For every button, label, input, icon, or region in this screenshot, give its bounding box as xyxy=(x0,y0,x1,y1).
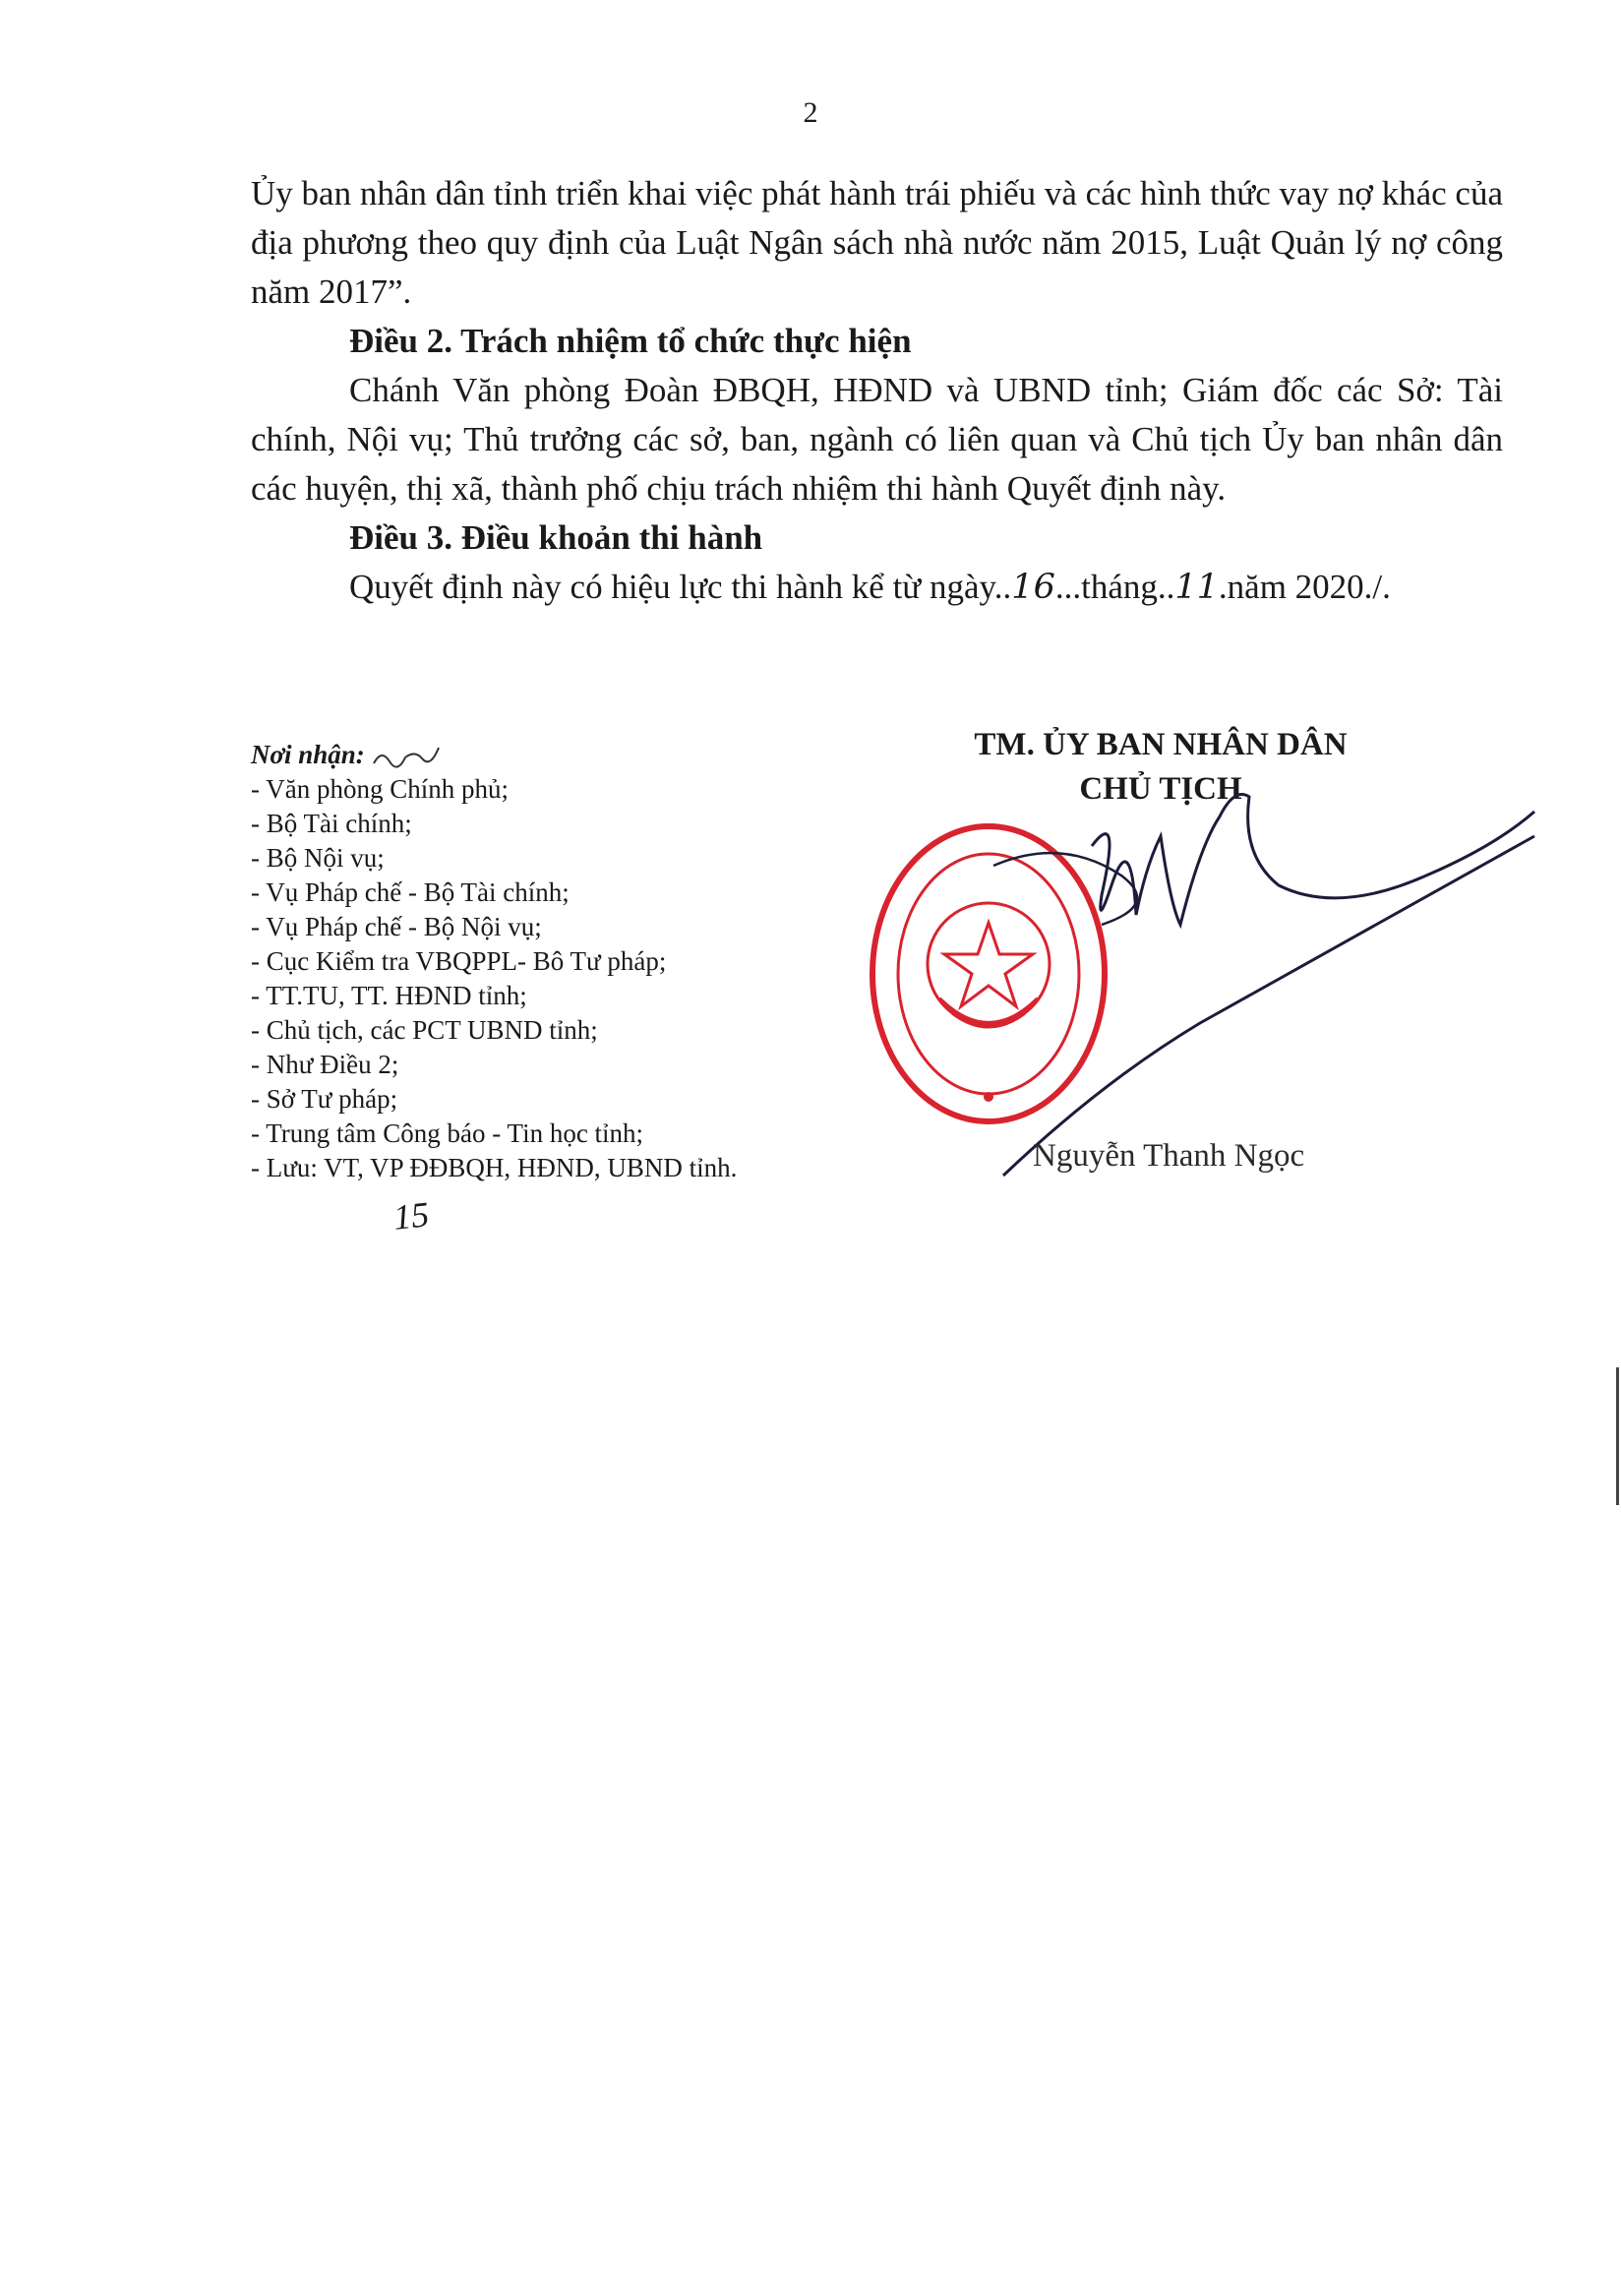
effective-date-prefix: Quyết định này có hiệu lực thi hành kể từ ngày.. xyxy=(349,568,1012,606)
signer-name: Nguyễn Thanh Ngọc xyxy=(1033,1138,1305,1174)
recipients-block xyxy=(251,738,737,1185)
handwritten-count: 15 xyxy=(391,1194,431,1238)
recipient-item: - Trung tâm Công báo - Tin học tỉnh; xyxy=(251,1118,644,1148)
recipient-item: - Vụ Pháp chế - Bộ Tài chính; xyxy=(251,877,570,907)
article-3-text xyxy=(251,563,1503,612)
recipient-item: - Như Điều 2; xyxy=(251,1050,399,1079)
article-2-heading: Điều 2. Trách nhiệm tổ chức thực hiện xyxy=(349,322,912,360)
recipient-list xyxy=(251,772,737,1185)
signer-title: CHỦ TỊCH xyxy=(1079,771,1242,807)
handwritten-signature xyxy=(984,767,1554,1200)
document-body xyxy=(251,169,1503,612)
recipient-item: - Cục Kiểm tra VBQPPL- Bô Tư pháp; xyxy=(251,946,667,976)
recipient-item: - Lưu: VT, VP ĐĐBQH, HĐND, UBND tỉnh. xyxy=(251,1153,738,1182)
recipient-item: - TT.TU, TT. HĐND tỉnh; xyxy=(251,981,527,1010)
article-2-text: Chánh Văn phòng Đoàn ĐBQH, HĐND và UBND tỉnh; Giám đốc các Sở: Tài chính, Nội vụ; Thủ trưởng các sở, ban, ngành có liên quan và Chủ tịch Ủy ban nhân dân các huyện, thị xã, thành phố chịu trách nhiệm thi hành Quyết định này. xyxy=(251,371,1503,508)
intro-paragraph: Ủy ban nhân dân tỉnh triển khai việc phát hành trái phiếu và các hình thức vay nợ khác của địa phương theo quy định của Luật Ngân sách nhà nước năm 2015, Luật Quản lý nợ công năm 2017”. xyxy=(251,174,1503,311)
signer-organization: TM. ỦY BAN NHÂN DÂN xyxy=(974,727,1348,762)
initials-scribble xyxy=(372,744,441,771)
article-3-heading: Điều 3. Điều khoản thi hành xyxy=(349,518,763,557)
page-number: 2 xyxy=(803,96,818,129)
recipient-item: - Sở Tư pháp; xyxy=(251,1084,398,1114)
effective-month-label: ...tháng.. xyxy=(1054,568,1175,606)
recipient-item: - Văn phòng Chính phủ; xyxy=(251,774,509,804)
scan-edge-mark xyxy=(1616,1367,1619,1505)
effective-day: 16 xyxy=(1011,568,1055,607)
recipient-item: - Vụ Pháp chế - Bộ Nội vụ; xyxy=(251,912,542,941)
effective-year: .năm 2020./. xyxy=(1218,568,1391,606)
recipient-item: - Bộ Tài chính; xyxy=(251,809,412,838)
recipient-item: - Chủ tịch, các PCT UBND tỉnh; xyxy=(251,1015,598,1045)
effective-month: 11 xyxy=(1174,568,1219,607)
recipients-title: Nơi nhận: xyxy=(251,738,737,772)
recipient-item: - Bộ Nội vụ; xyxy=(251,843,385,873)
